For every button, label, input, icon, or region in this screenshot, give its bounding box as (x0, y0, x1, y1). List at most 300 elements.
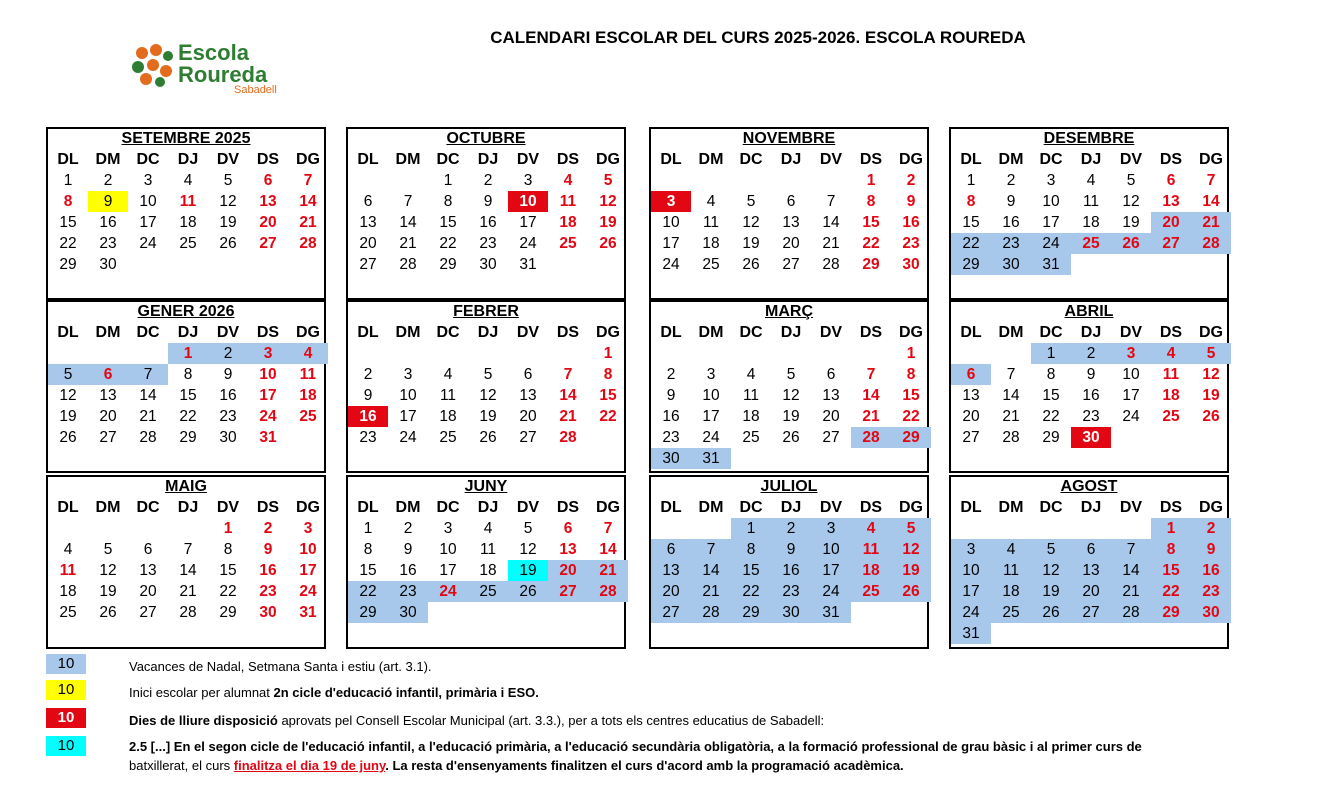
empty-cell (1031, 518, 1071, 539)
day-cell: 25 (179, 235, 197, 252)
day-cell: 3 (303, 520, 313, 537)
weekday-header: DL (57, 151, 79, 168)
day-cell: 2 (363, 366, 373, 383)
day-cell: 4 (483, 520, 493, 537)
day-cell: 14 (599, 541, 617, 558)
weekday-header: DG (1199, 324, 1223, 341)
month-grid (348, 149, 624, 275)
day-cell: 1 (866, 172, 876, 189)
empty-cell (388, 343, 428, 364)
day-cell: 18 (179, 214, 197, 231)
weekday-header: DG (296, 499, 320, 516)
day-cell: 4 (443, 366, 453, 383)
month-10 (346, 475, 626, 649)
day-cell: 22 (219, 583, 237, 600)
day-cell: 24 (139, 235, 157, 252)
day-cell: 16 (399, 562, 417, 579)
day-cell: 7 (866, 366, 876, 383)
empty-cell (651, 518, 691, 539)
day-cell: 3 (523, 172, 533, 189)
day-cell: 15 (731, 560, 771, 581)
day-cell: 27 (359, 256, 377, 273)
day-cell: 11 (1082, 193, 1100, 210)
day-cell: 18 (851, 560, 891, 581)
day-cell: 6 (263, 172, 273, 189)
day-cell: 14 (1111, 560, 1151, 581)
day-cell: 13 (519, 387, 537, 404)
month-name: NOVEMBRE (742, 130, 836, 147)
day-cell: 11 (179, 193, 197, 210)
weekday-header: DJ (177, 499, 199, 516)
day-cell: 30 (99, 256, 117, 273)
day-cell: 24 (519, 235, 537, 252)
day-cell: 30 (1071, 427, 1111, 448)
day-cell: 2 (403, 520, 413, 537)
empty-cell (548, 343, 588, 364)
day-cell: 7 (603, 520, 613, 537)
day-cell: 24 (811, 581, 851, 602)
day-cell: 25 (702, 256, 720, 273)
day-cell: 4 (851, 518, 891, 539)
weekday-header: DL (960, 151, 982, 168)
day-cell: 13 (1071, 560, 1111, 581)
day-cell: 2 (263, 520, 273, 537)
day-cell: 29 (951, 254, 991, 275)
weekday-header: DV (516, 151, 540, 168)
legend-vacations: 10 Vacances de Nadal, Setmana Santa i estiu (art. 3.1). (46, 654, 1306, 674)
day-cell: 17 (951, 581, 991, 602)
day-cell: 25 (559, 235, 577, 252)
day-cell: 2 (1191, 518, 1231, 539)
day-cell: 7 (183, 541, 193, 558)
day-cell: 6 (786, 193, 796, 210)
weekday-header: DL (357, 324, 379, 341)
weekday-header: DG (596, 499, 620, 516)
day-cell: 11 (559, 193, 577, 210)
day-cell: 20 (782, 235, 800, 252)
day-cell: 26 (508, 581, 548, 602)
day-cell: 12 (1202, 366, 1220, 383)
legend-course-end: 10 2.5 [...] En el segon cicle de l'educació infantil, a l'educació primària, a l'educació secundària obligatòria, a la formació professional de grau bàsic i al primer curs de batxillerat, el curs finalitza el dia 19 de juny. La resta d'ensenyaments finalitzen el curs d'acord amb la programació acadèmica. (46, 736, 1306, 780)
day-cell: 15 (219, 562, 237, 579)
day-cell: 18 (559, 214, 577, 231)
day-cell: 15 (1151, 560, 1191, 581)
day-cell: 12 (219, 193, 237, 210)
day-cell: 25 (439, 429, 457, 446)
day-cell: 9 (88, 191, 128, 212)
day-cell: 30 (219, 429, 237, 446)
day-cell: 17 (299, 562, 317, 579)
day-cell: 9 (403, 541, 413, 558)
day-cell: 11 (851, 539, 891, 560)
weekday-header: DV (1119, 324, 1143, 341)
weekday-header: DG (899, 324, 923, 341)
empty-cell (428, 343, 468, 364)
day-cell: 9 (263, 541, 273, 558)
empty-cell (991, 343, 1031, 364)
day-cell: 23 (1191, 581, 1231, 602)
day-cell: 13 (822, 387, 840, 404)
day-cell: 16 (259, 562, 277, 579)
day-cell: 6 (143, 541, 153, 558)
day-cell: 2 (103, 172, 113, 189)
month-grid (651, 497, 927, 623)
day-cell: 14 (691, 560, 731, 581)
day-cell: 25 (742, 429, 760, 446)
empty-cell (851, 343, 891, 364)
logo-name: Escola Roureda (178, 40, 268, 87)
day-cell: 29 (179, 429, 197, 446)
day-cell: 30 (902, 256, 920, 273)
empty-cell (691, 170, 731, 191)
day-cell: 26 (59, 429, 77, 446)
day-cell: 27 (1071, 602, 1111, 623)
day-cell: 15 (1042, 387, 1060, 404)
weekday-header: DM (95, 499, 121, 516)
day-cell: 29 (59, 256, 77, 273)
day-cell: 18 (1162, 387, 1180, 404)
day-cell: 17 (702, 408, 720, 425)
day-cell: 30 (991, 254, 1031, 275)
weekday-header: DG (296, 324, 320, 341)
day-cell: 5 (1031, 539, 1071, 560)
day-cell: 23 (1082, 408, 1100, 425)
day-cell: 12 (782, 387, 800, 404)
day-cell: 20 (822, 408, 840, 425)
day-cell: 10 (299, 541, 317, 558)
day-cell: 10 (811, 539, 851, 560)
day-cell: 31 (811, 602, 851, 623)
weekday-header: DS (859, 499, 883, 516)
day-cell: 1 (906, 345, 916, 362)
day-cell: 15 (902, 387, 920, 404)
day-cell: 30 (388, 602, 428, 623)
day-cell: 8 (443, 193, 453, 210)
day-cell: 5 (1126, 172, 1136, 189)
day-cell: 28 (851, 427, 891, 448)
weekday-header: DS (556, 499, 580, 516)
day-cell: 1 (731, 518, 771, 539)
day-cell: 4 (706, 193, 716, 210)
day-cell: 26 (1111, 233, 1151, 254)
empty-cell (691, 518, 731, 539)
weekday-header: DM (395, 324, 421, 341)
day-cell: 20 (359, 235, 377, 252)
day-cell: 9 (223, 366, 233, 383)
day-cell: 16 (1082, 387, 1100, 404)
day-cell: 6 (826, 366, 836, 383)
day-cell: 7 (1006, 366, 1016, 383)
weekday-header: DM (698, 499, 724, 516)
weekday-header: DL (960, 324, 982, 341)
day-cell: 8 (63, 193, 73, 210)
empty-cell (771, 170, 811, 191)
weekday-header: DJ (477, 324, 499, 341)
weekday-header: DL (660, 499, 682, 516)
empty-cell (771, 343, 811, 364)
day-cell: 20 (962, 408, 980, 425)
course-end-date: finalitza el dia 19 de juny (233, 758, 386, 773)
month-name: DESEMBRE (1043, 130, 1135, 147)
day-cell: 5 (1191, 343, 1231, 364)
weekday-header: DM (395, 151, 421, 168)
day-cell: 11 (742, 387, 760, 404)
weekday-header: DL (960, 499, 982, 516)
day-cell: 8 (866, 193, 876, 210)
weekday-header: DG (1199, 499, 1223, 516)
day-cell: 1 (168, 343, 208, 364)
day-cell: 28 (559, 429, 577, 446)
day-cell: 14 (139, 387, 157, 404)
day-cell: 18 (742, 408, 760, 425)
day-cell: 9 (1006, 193, 1016, 210)
day-cell: 3 (811, 518, 851, 539)
month-8 (949, 300, 1229, 473)
day-cell: 23 (219, 408, 237, 425)
day-cell: 21 (862, 408, 880, 425)
weekday-header: DJ (477, 151, 499, 168)
month-name: ABRIL (1064, 303, 1114, 320)
day-cell: 13 (1162, 193, 1180, 210)
day-cell: 12 (99, 562, 117, 579)
day-cell: 8 (1046, 366, 1056, 383)
day-cell: 21 (1002, 408, 1020, 425)
day-cell: 23 (388, 581, 428, 602)
day-cell: 31 (951, 623, 991, 644)
day-cell: 24 (1122, 408, 1140, 425)
day-cell: 12 (479, 387, 497, 404)
day-cell: 5 (603, 172, 613, 189)
weekday-header: DS (256, 499, 280, 516)
day-cell: 27 (1151, 233, 1191, 254)
month-grid (348, 322, 624, 448)
day-cell: 18 (702, 235, 720, 252)
day-cell: 9 (771, 539, 811, 560)
month-1 (46, 127, 326, 300)
day-cell: 12 (519, 541, 537, 558)
day-cell: 24 (259, 408, 277, 425)
weekday-header: DG (1199, 151, 1223, 168)
day-cell: 1 (223, 520, 233, 537)
day-cell: 21 (179, 583, 197, 600)
day-cell: 22 (439, 235, 457, 252)
day-cell: 29 (439, 256, 457, 273)
weekday-header: DG (899, 151, 923, 168)
day-cell: 14 (1002, 387, 1020, 404)
weekday-header: DM (395, 499, 421, 516)
day-cell: 27 (962, 429, 980, 446)
month-name: GENER 2026 (137, 303, 235, 320)
day-cell: 28 (691, 602, 731, 623)
day-cell: 23 (99, 235, 117, 252)
day-cell: 3 (706, 366, 716, 383)
weekday-header: DC (1039, 151, 1063, 168)
day-cell: 3 (1046, 172, 1056, 189)
day-cell: 26 (219, 235, 237, 252)
empty-cell (128, 518, 168, 539)
day-cell: 17 (439, 562, 457, 579)
day-cell: 16 (662, 408, 680, 425)
day-cell: 11 (702, 214, 720, 231)
day-cell: 19 (1031, 581, 1071, 602)
day-cell: 16 (348, 406, 388, 427)
day-cell: 7 (1111, 539, 1151, 560)
day-cell: 26 (1202, 408, 1220, 425)
day-cell: 5 (48, 364, 88, 385)
weekday-header: DM (95, 324, 121, 341)
day-cell: 20 (548, 560, 588, 581)
month-name: JUNY (464, 478, 508, 495)
month-name: MARÇ (765, 303, 813, 320)
month-9 (46, 475, 326, 649)
day-cell: 17 (139, 214, 157, 231)
day-cell: 23 (902, 235, 920, 252)
day-cell: 19 (1202, 387, 1220, 404)
day-cell: 17 (1122, 387, 1140, 404)
legend-swatch-end: 10 (46, 736, 86, 756)
day-cell: 30 (259, 604, 277, 621)
day-cell: 7 (1206, 172, 1216, 189)
day-cell: 25 (59, 604, 77, 621)
weekday-header: DV (819, 324, 843, 341)
day-cell: 24 (399, 429, 417, 446)
day-cell: 16 (1002, 214, 1020, 231)
weekday-header: DC (739, 499, 763, 516)
day-cell: 17 (811, 560, 851, 581)
day-cell: 19 (59, 408, 77, 425)
day-cell: 14 (862, 387, 880, 404)
day-cell: 28 (179, 604, 197, 621)
weekday-header: DJ (780, 324, 802, 341)
weekday-header: DJ (177, 324, 199, 341)
day-cell: 9 (483, 193, 493, 210)
day-cell: 8 (906, 366, 916, 383)
day-cell: 22 (1042, 408, 1060, 425)
day-cell: 29 (862, 256, 880, 273)
day-cell: 20 (651, 581, 691, 602)
day-cell: 17 (1042, 214, 1060, 231)
empty-cell (88, 518, 128, 539)
empty-cell (48, 343, 88, 364)
day-cell: 11 (299, 366, 317, 383)
day-cell: 6 (1071, 539, 1111, 560)
empty-cell (951, 343, 991, 364)
day-cell: 15 (962, 214, 980, 231)
weekday-header: DJ (1080, 499, 1102, 516)
day-cell: 10 (951, 560, 991, 581)
day-cell: 31 (259, 429, 277, 446)
day-cell: 29 (891, 427, 931, 448)
month-name: MAIG (165, 478, 207, 495)
day-cell: 1 (363, 520, 373, 537)
day-cell: 27 (651, 602, 691, 623)
day-cell: 2 (1071, 343, 1111, 364)
day-cell: 24 (951, 602, 991, 623)
weekday-header: DL (357, 151, 379, 168)
weekday-header: DC (739, 324, 763, 341)
month-grid (48, 497, 324, 623)
day-cell: 27 (259, 235, 277, 252)
day-cell: 27 (822, 429, 840, 446)
day-cell: 15 (862, 214, 880, 231)
day-cell: 16 (771, 560, 811, 581)
day-cell: 22 (1151, 581, 1191, 602)
weekday-header: DJ (1080, 324, 1102, 341)
day-cell: 20 (519, 408, 537, 425)
day-cell: 21 (691, 581, 731, 602)
day-cell: 13 (99, 387, 117, 404)
month-grid (348, 497, 624, 623)
day-cell: 11 (991, 560, 1031, 581)
empty-cell (811, 170, 851, 191)
weekday-header: DJ (1080, 151, 1102, 168)
day-cell: 14 (399, 214, 417, 231)
day-cell: 4 (746, 366, 756, 383)
weekday-header: DJ (780, 499, 802, 516)
day-cell: 28 (139, 429, 157, 446)
weekday-header: DS (1159, 324, 1183, 341)
day-cell: 31 (519, 256, 537, 273)
month-5 (46, 300, 326, 473)
weekday-header: DM (698, 151, 724, 168)
day-cell: 31 (299, 604, 317, 621)
day-cell: 4 (183, 172, 193, 189)
weekday-header: DC (436, 499, 460, 516)
day-cell: 26 (782, 429, 800, 446)
day-cell: 21 (1191, 212, 1231, 233)
weekday-header: DC (136, 324, 160, 341)
day-cell: 19 (782, 408, 800, 425)
weekday-header: DS (1159, 499, 1183, 516)
day-cell: 14 (822, 214, 840, 231)
day-cell: 27 (99, 429, 117, 446)
day-cell: 21 (588, 560, 628, 581)
day-cell: 27 (519, 429, 537, 446)
weekday-header: DV (819, 499, 843, 516)
day-cell: 8 (223, 541, 233, 558)
weekday-header: DL (57, 499, 79, 516)
day-cell: 13 (139, 562, 157, 579)
weekday-header: DM (998, 499, 1024, 516)
weekday-header: DV (1119, 151, 1143, 168)
day-cell: 1 (603, 345, 613, 362)
day-cell: 7 (403, 193, 413, 210)
day-cell: 12 (59, 387, 77, 404)
day-cell: 7 (826, 193, 836, 210)
day-cell: 25 (468, 581, 508, 602)
day-cell: 5 (746, 193, 756, 210)
day-cell: 16 (99, 214, 117, 231)
day-cell: 12 (1122, 193, 1140, 210)
weekday-header: DL (660, 324, 682, 341)
page-title: CALENDARI ESCOLAR DEL CURS 2025-2026. ESCOLA ROUREDA (490, 28, 1026, 47)
month-grid (48, 322, 324, 448)
day-cell: 15 (439, 214, 457, 231)
day-cell: 13 (651, 560, 691, 581)
empty-cell (731, 343, 771, 364)
weekday-header: DS (1159, 151, 1183, 168)
weekday-header: DS (859, 151, 883, 168)
day-cell: 21 (399, 235, 417, 252)
weekday-header: DS (556, 151, 580, 168)
day-cell: 30 (651, 448, 691, 469)
day-cell: 29 (731, 602, 771, 623)
weekday-header: DV (1119, 499, 1143, 516)
day-cell: 28 (1191, 233, 1231, 254)
day-cell: 18 (439, 408, 457, 425)
day-cell: 26 (1031, 602, 1071, 623)
empty-cell (1111, 518, 1151, 539)
